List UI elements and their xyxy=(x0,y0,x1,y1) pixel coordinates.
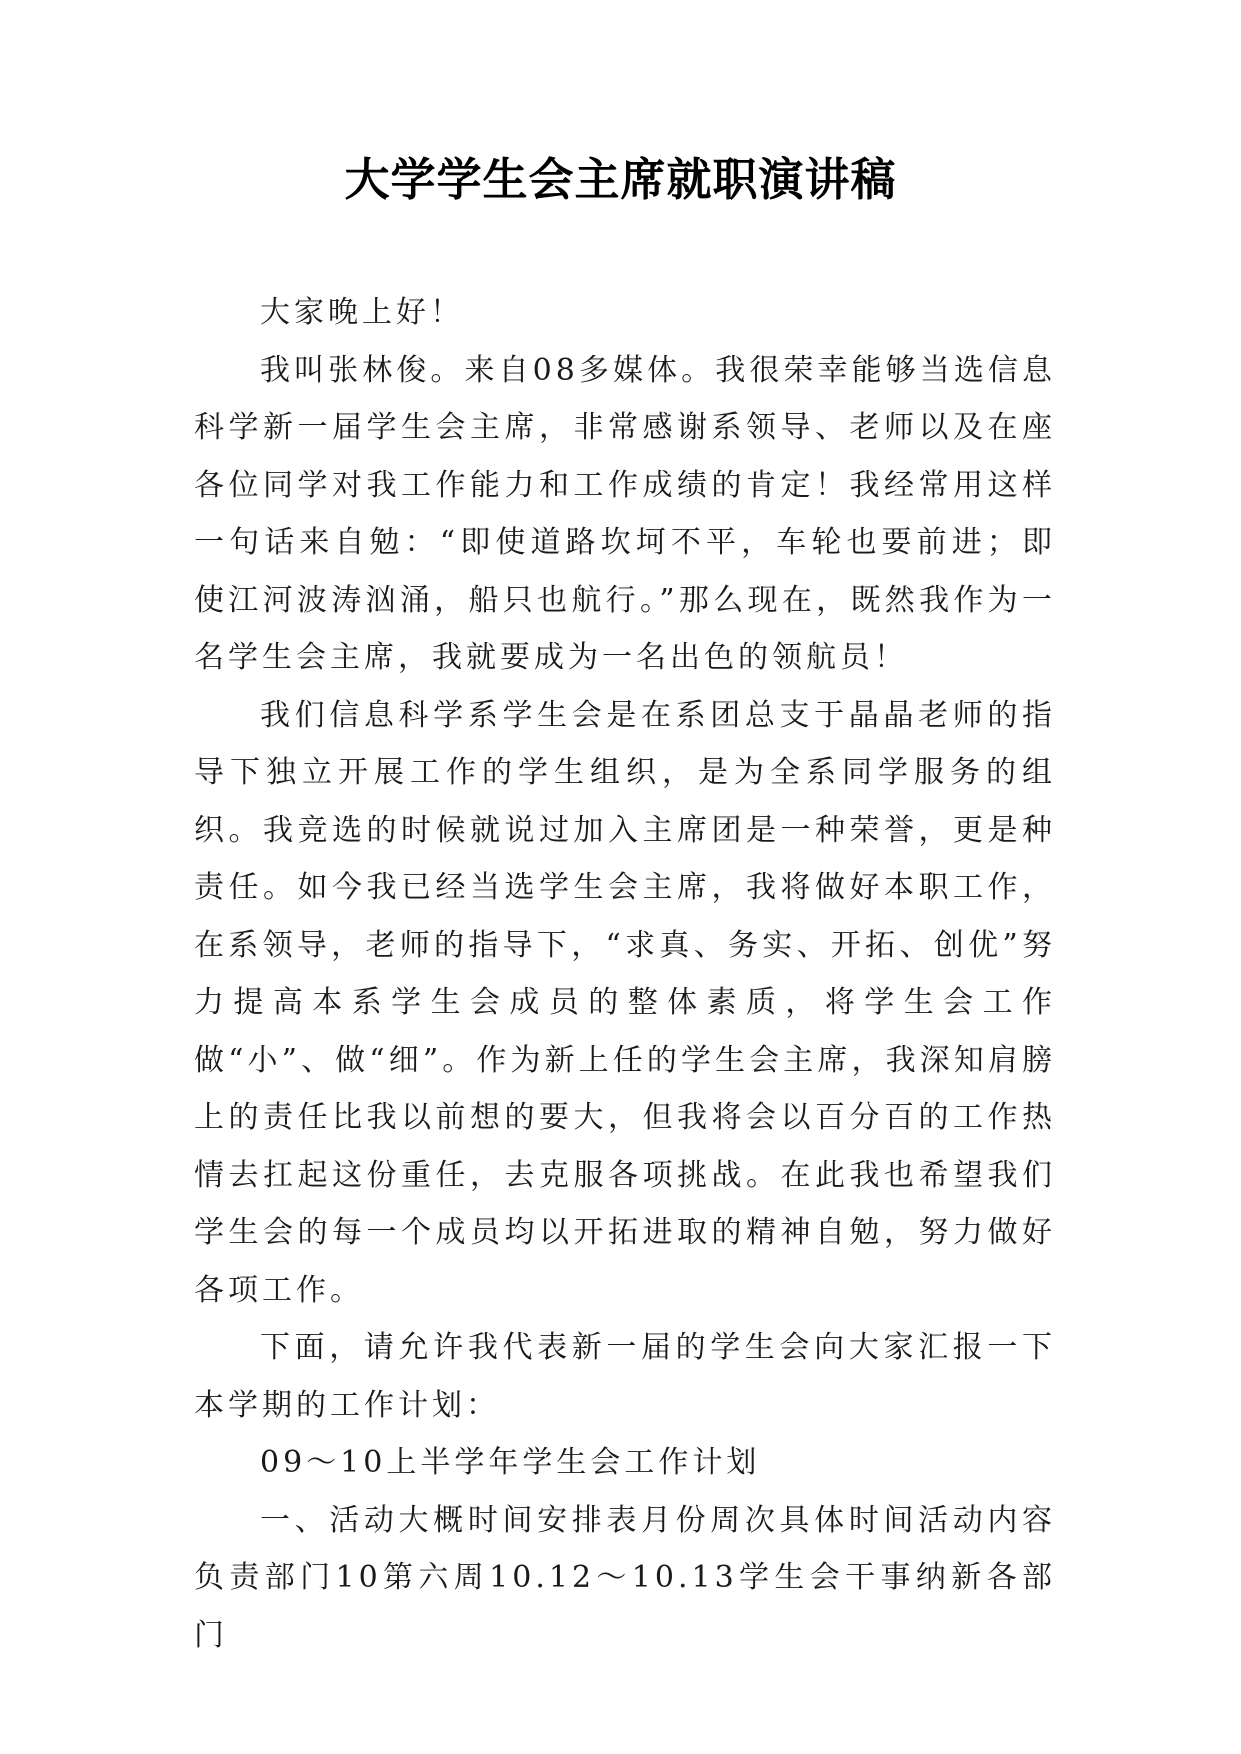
paragraph-introduction: 我叫张林俊。来自08多媒体。我很荣幸能够当选信息科学新一届学生会主席，非常感谢系领导、老师以及在座各位同学对我工作能力和工作成绩的肯定！我经常用这样一句话来自勉：“即使道路坎坷不平，车轮也要前进；即使江河波涛汹涌，船只也航行。”那么现在，既然我作为一名学生会主席，我就要成为一名出色的领航员！ xyxy=(194,352,1056,675)
paragraph-plan-heading: 09～10上半学年学生会工作计划 xyxy=(260,1445,761,1480)
paragraph-schedule: 一、活动大概时间安排表月份周次具体时间活动内容负责部门10第六周10.12～10.13学生会干事纳新各部门 xyxy=(194,1502,1056,1653)
document-title: 大学学生会主席就职演讲稿 xyxy=(344,153,897,206)
paragraph-organization: 我们信息科学系学生会是在系团总支于晶晶老师的指导下独立开展工作的学生组织，是为全系同学服务的组织。我竞选的时候就说过加入主席团是一种荣誉，更是种责任。如今我已经当选学生会主席，我将做好本职工作，在系领导，老师的指导下，“求真、务实、开拓、创优”努力提高本系学生会成员的整体素质，将学生会工作做“小”、做“细”。作为新上任的学生会主席，我深知肩膀上的责任比我以前想的要大，但我将会以百分百的工作热情去扛起这份重任，去克服各项挑战。在此我也希望我们学生会的每一个成员均以开拓进取的精神自勉，努力做好各项工作。 xyxy=(194,697,1056,1308)
document-body xyxy=(194,284,1056,1664)
paragraph-plan-intro: 下面，请允许我代表新一届的学生会向大家汇报一下本学期的工作计划： xyxy=(194,1330,1056,1423)
paragraph-greeting: 大家晚上好！ xyxy=(260,295,464,330)
